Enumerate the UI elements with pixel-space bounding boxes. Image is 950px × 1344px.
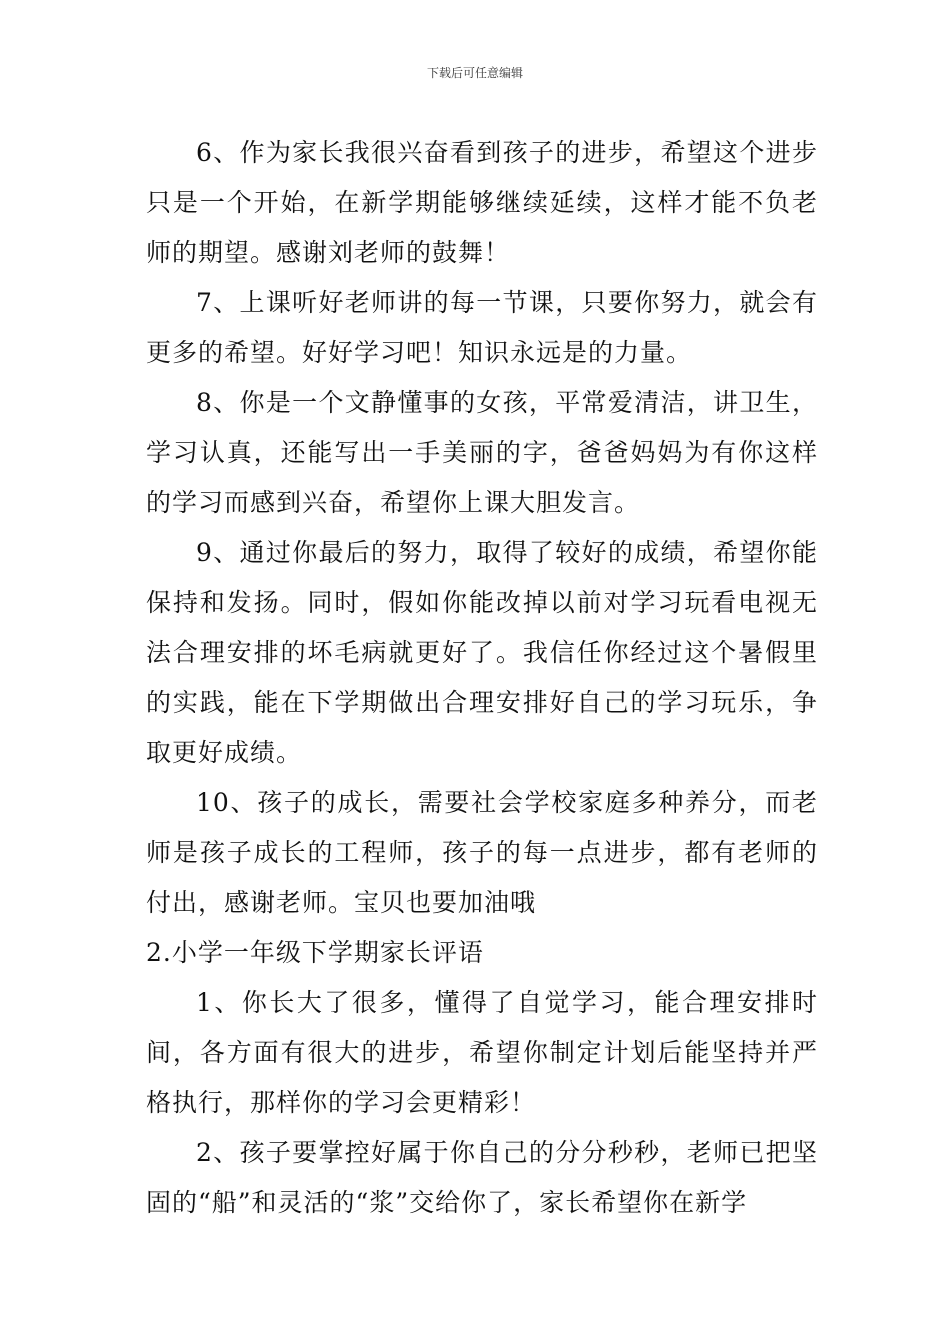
paragraph-9: 9、通过你最后的努力，取得了较好的成绩，希望你能保持和发扬。同时，假如你能改掉以前对学习玩看电视无法合理安排的坏毛病就更好了。我信任你经过这个暑假里的实践，能在下学期做出合理安排好自己的学习玩乐，争取更好成绩。 xyxy=(146,538,818,767)
section-heading: 2.小学一年级下学期家长评语 xyxy=(146,938,484,967)
page-header: 下载后可任意编辑 xyxy=(426,66,523,80)
paragraph-2: 2、孩子要掌控好属于你自己的分分秒秒，老师已把坚固的“船”和灵活的“浆”交给你了，家长希望你在新学 xyxy=(146,1138,818,1217)
paragraph-1: 1、你长大了很多，懂得了自觉学习，能合理安排时间，各方面有很大的进步，希望你制定计划后能坚持并严格执行，那样你的学习会更精彩！ xyxy=(146,988,818,1117)
paragraph-8: 8、你是一个文静懂事的女孩，平常爱清洁，讲卫生，学习认真，还能写出一手美丽的字，爸爸妈妈为有你这样的学习而感到兴奋，希望你上课大胆发言。 xyxy=(146,388,818,517)
paragraph-6: 6、作为家长我很兴奋看到孩子的进步，希望这个进步只是一个开始，在新学期能够继续延续，这样才能不负老师的期望。感谢刘老师的鼓舞！ xyxy=(146,138,818,267)
paragraph-7: 7、上课听好老师讲的每一节课，只要你努力，就会有更多的希望。好好学习吧！知识永远是的力量。 xyxy=(146,288,818,367)
paragraph-10: 10、孩子的成长，需要社会学校家庭多种养分，而老师是孩子成长的工程师，孩子的每一点进步，都有老师的付出，感谢老师。宝贝也要加油哦 xyxy=(146,788,818,917)
document-body xyxy=(146,128,818,1228)
